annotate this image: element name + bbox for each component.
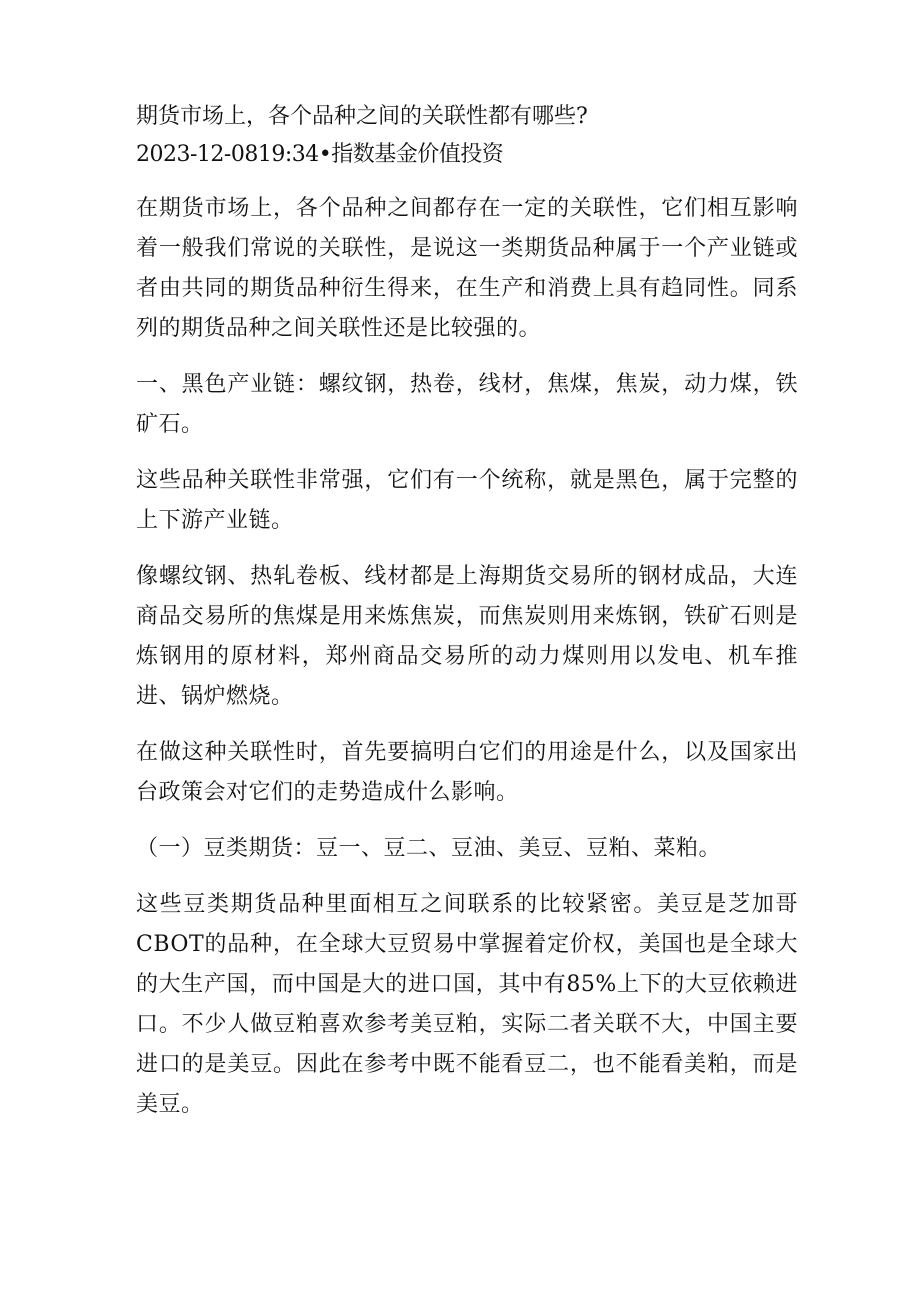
- paragraph-black-chain-summary: 这些品种关联性非常强，它们有一个统称，就是黑色，属于完整的上下游产业链。: [136, 468, 798, 533]
- paragraph-black-chain-heading: 一、黑色产业链：螺纹钢，热卷，线材，焦煤，焦炭，动力煤，铁矿石。: [136, 372, 798, 437]
- article-title: 期货市场上，各个品种之间的关联性都有哪些?: [136, 104, 588, 129]
- paragraph-bean-heading: （一）豆类期货：豆一、豆二、豆油、美豆、豆粕、菜粕。: [136, 836, 722, 861]
- paragraph-black-chain-detail: 像螺纹钢、热轧卷板、线材都是上海期货交易所的钢材成品，大连商品交易所的焦煤是用来炼焦炭，而焦炭则用来炼钢，铁矿石则是炼钢用的原材料，郑州商品交易所的动力煤则用以发电、机车推进、锅炉燃烧。: [136, 564, 798, 709]
- paragraph-intro: 在期货市场上，各个品种之间都存在一定的关联性，它们相互影响着一般我们常说的关联性，是说这一类期货品种属于一个产业链或者由共同的期货品种衍生得来，在生产和消费上具有趋同性。同系列的期货品种之间关联性还是比较强的。: [136, 196, 798, 341]
- article-meta: 2023-12-0819:34•指数基金价值投资: [136, 142, 504, 167]
- paragraph-bean-detail: 这些豆类期货品种里面相互之间联系的比较紧密。美豆是芝加哥CBOT的品种，在全球大豆贸易中掌握着定价权，美国也是全球大的大生产国，而中国是大的进口国，其中有85%上下的大豆依赖进口。不少人做豆粕喜欢参考美豆粕，实际二者关联不大，中国主要进口的是美豆。因此在参考中既不能看豆二，也不能看美粕，而是美豆。: [136, 892, 798, 1117]
- paragraph-black-chain-note: 在做这种关联性时，首先要搞明白它们的用途是什么，以及国家出台政策会对它们的走势造成什么影响。: [136, 740, 798, 805]
- article: [136, 98, 798, 1141]
